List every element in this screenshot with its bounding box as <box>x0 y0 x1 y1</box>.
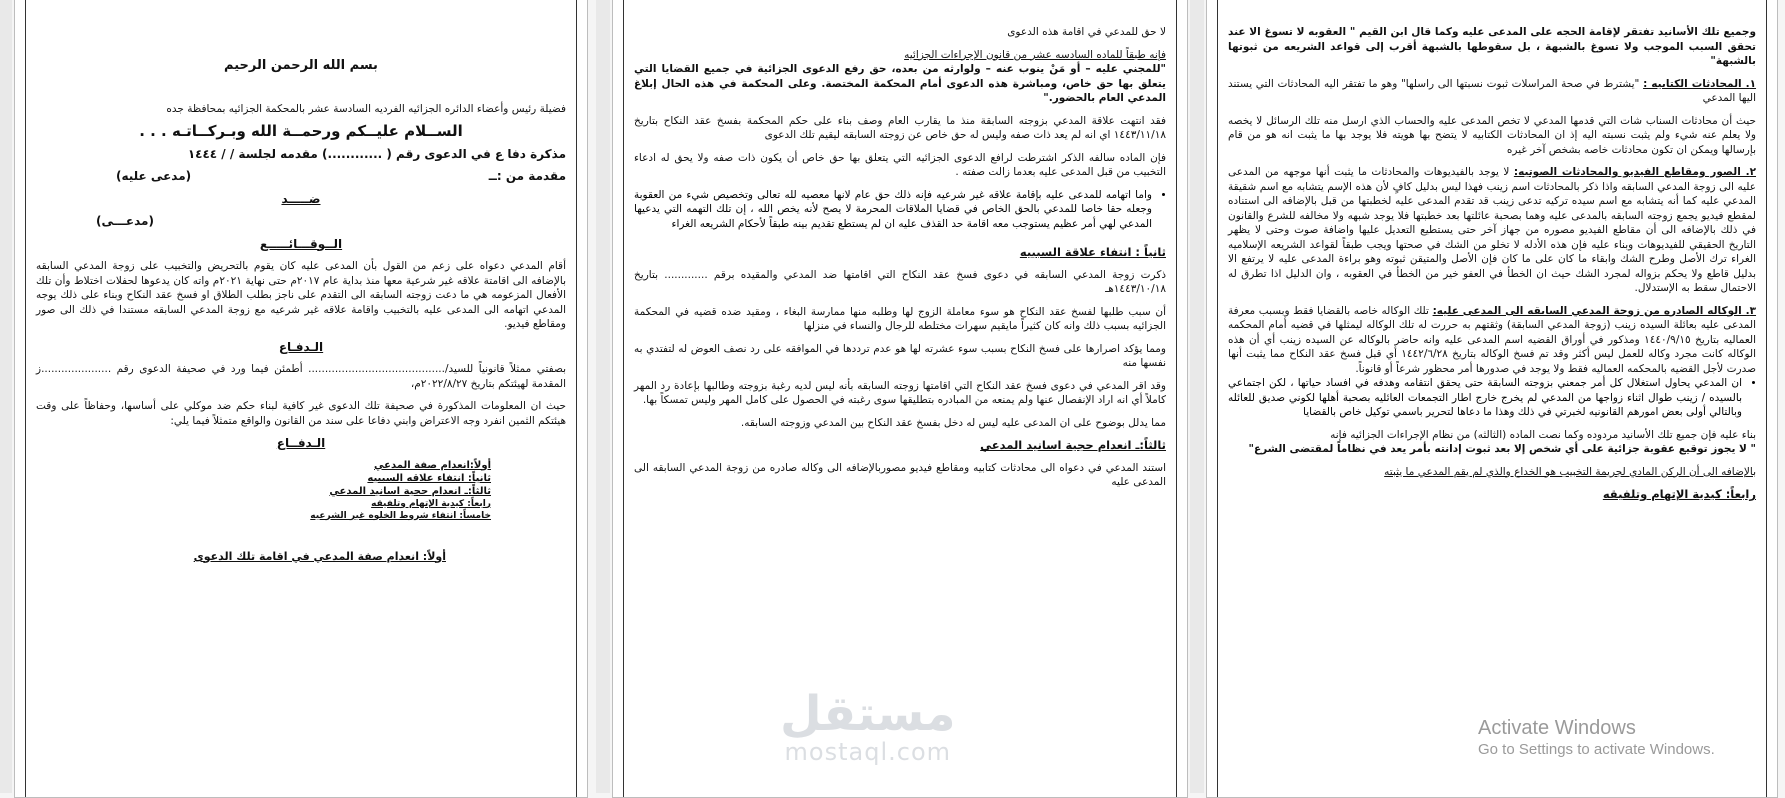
paragraph: بناء عليه فإن جميع تلك الأسانيد مردوده وكما نصت الماده (الثالثه) من نظام الإجراءات الجزائيه فإنه <box>1330 428 1756 441</box>
paragraph: حيث أن محادثات السناب شات التي قدمها المدعي لا تخص المدعى عليه والحساب الذي ارسل منه تلك الرسائل لا يخصه ولا يعلم عنه شيء ولم يثبت نسبته اليه إذ ان المحادثات الكتابيه لا يتضح بها هويته فلا يوجد بها ما يثبت انه هو من قام بإرسالها ويمكن ان تكون محادثات خاصه بشخص آخر غيره <box>1228 114 1756 156</box>
activate-windows-notice <box>1478 716 1715 760</box>
bullet-list <box>634 188 1166 232</box>
paragraph: أن سبب طلبها لفسخ عقد النكاح هو سوء معاملة الزوج لها وطلبه منها ممارسة البغاء ، ومقيد ضده قضيه في المحكمة الجزائيه بسبب ذلك وانه كان كثيراً مايقيم سهرات مختلطه للرجال والنساء في منزلها <box>634 305 1166 332</box>
paragraph: استند المدعي في دعواه الى محادثات كتابيه ومقاطع فيديو مصوربالإضافه الى وكاله صادره من زوجة المدعي السابقه الى المدعى عليه <box>634 461 1166 488</box>
numbered-item-text: لا يوجد بالفيديوهات والمحادثات ما يثبت أنها موجهه من المدعى عليه الى زوجة المدعي السابقه واذا ذكر بالمحادثات اسم زينب فهذا ليس بدليل كافٍ لأن هذه الإسم يتشابه مع اسم شقيقة المدعي عليه كما أنه يتشابه مع اسم سيده تركيه تدعى زينب قد تقدم المدعى عليه لخطبتها من قبل بالإضافه الى استناده لمقطع فيديو يجمع زوجته السابقه بالمدعى عليه وهما بصحبة عائلتها بعد خطبتها فلا يوجد شبهه ولا مخالفه للشرع والقانون في ذلك بالإضافه الى أن مقاطع الفيديو مصوره من جهاز آخر حتى يستطيع التعديل عليها واضافة صوت وحتى لا يظهر التاريخ الحقيقي للفيديوهات وبناء عليه فإن هذه الأدله لا تخلو من الشك في صحتها ويجب طبقاً لقواعد الشريعه الإسلاميه الغراء ترك الأصل وطرح الشك وابقاء ما كان على ما كان فإن الأصل والمتيقن ثبوته وهو براءة المدعى عليه لا يرتفع الا بدليل قاطع ولا يحكم بزواله لمجرد الشك حيث ان الخطأ في العفو خير من الخطأ في العقوبه ، وان الدليل اذا تطرق له الاحتمال سقط به الإستدلال. <box>1228 166 1756 294</box>
paragraph: فإنه طبقاً للماده السادسه عشر من قانون الإجراءات الجزائيه <box>904 48 1166 61</box>
law-quote: " لا يجوز توقيع عقوبة جزائية على أي شخص إلا بعد ثبوت إدانته بأمر يعد في نظاماً لمقتضى الشرع" <box>1248 443 1756 455</box>
addressee: فضيلة رئيس وأعضاء الدائره الجزائيه الفرديه السادسة عشر بالمحكمة الجزائيه بمحافظة جده <box>166 102 566 115</box>
defense-text-1: بصفتي ممثلاً قانونياً للسيد/......................................... أطمئن فيما ورد في صحيفة الدعوى رقم .....................ز المقدمة لهيئتكم بتاريخ ٢٠٢٢/٨/٢٧م، <box>36 363 566 390</box>
scrollbar[interactable] <box>596 0 610 793</box>
mostaql-watermark <box>780 686 956 766</box>
section-heading: أولاً: انعدام صفة المدعي في اقامة تلك الدعوى <box>193 549 446 563</box>
paragraph: فقد انتهت علاقة المدعي بزوجته السابقة منذ ما يقارب العام وصف بناء على حكم المحكمة بفسخ عقد النكاح بتاريخ ١٤٤٣/١١/١٨ اي انه لم يعد ذات صفه وليس له حق خاص عن زوجته السابقه ليقيم تلك الدعوى <box>634 114 1166 141</box>
submitted-by-label: مقدمة من :ــ <box>488 169 566 183</box>
memo-title: مذكرة دفا ع في الدعوى رقم ( ............) مقدمه لجلسة / / ١٤٤٤ <box>187 146 566 161</box>
watermark-logo-text: مستقل <box>780 686 956 742</box>
numbered-item <box>1228 165 1756 296</box>
paragraph: بالإضافه الى أن الركن المادي لجريمة التخبيب هو الخداع والذي لم يقم المدعي ما يثبته <box>1384 465 1756 478</box>
numbered-item-title: ١. المحادثات الكتابيه : <box>1643 77 1757 90</box>
list-item: ثالثاً:ـ انعدام حجية اسانيد المدعي <box>329 485 491 497</box>
section-heading: ثالثاً:ـ انعدام حجية اسانيد المدعي <box>980 438 1166 452</box>
greeting: الســلام عليــكم ورحمــة الله وبـركــاتـه . . . <box>139 122 463 140</box>
document-page-middle <box>612 0 1188 798</box>
facts-text: أقام المدعي دعواه على زعم من القول بأن المدعى عليه كان يقوم بالتحريض والتخبيب على زوجة المدعي السابقه بالإضافه الى اقامتة علاقه غير شرعية معها منذ بداية عام ٢٠١٧م حتى نهاية ٢٠٢١م واته كان يدعوها لحفلات اختلاط وأن تلك الأفعال المزعومه هي ما دعت زوجته السابقه الى التقدم على ناجز بطلب الطلاق او فسخ عقد النكاح وبناء على ذلك يوجه المدعي اتهامه الى المدعى عليه بالتخبيب واقامة علاقه غير شرعيه مع زوجة المدعي السابقه مستندا في ذلك الى صور ومقاطع فيديو. <box>36 260 566 330</box>
numbered-item-text: "يشترط في صحة المراسلات ثبوت نسبتها الى راسلها" وهو ما تفتقر اليه المحادثات التي يستند اليها المدعي <box>1228 77 1756 104</box>
paragraph: وجميع تلك الأسانيد تفتقر لإقامة الحجه على المدعى عليه وكما قال ابن القيم " العقوبه لا تسوغ الا عند تحقق السبب الموجب ولا تسوغ بالشبهة ، بل سقوطها بالشبهة أقرب إلى قواعد الشريعه من ثبوتها بالشبهة" <box>1228 26 1756 67</box>
scrollbar[interactable] <box>0 0 12 793</box>
list-item: خامساً: انتفاء شروط الخلوه غير الشرعيه <box>310 510 491 521</box>
paragraph: مما يدلل بوضوح على ان المدعى عليه ليس له دخل بفسخ عقد النكاح بين المدعي وزوجته السابقه. <box>740 416 1166 429</box>
paragraph: ذكرت زوجة المدعي السابقه في دعوى فسخ عقد النكاح التي اقامتها ضد المدعي والمقيده برقم ............. بتاريخ ١٤٤٣/١٠/١٨هـ <box>634 268 1166 295</box>
defense-points-list <box>36 459 566 522</box>
activate-windows-title: Activate Windows <box>1478 717 1636 739</box>
numbered-item <box>1228 304 1756 377</box>
watermark-domain: mostaql.com <box>784 738 952 766</box>
scrollbar[interactable] <box>1190 0 1204 793</box>
law-quote: "للمجني عليه – أو مَنْ ينوب عنه – ولوارثه من بعده، حق رفع الدعوى الجزائية في جميع القضايا التي يتعلق بها حق خاص، ومباشرة هذه الدعوى أمام المحكمة المختصة. وعلى المحكمة في هذه الحال إبلاغ المدعي العام بالحضور." <box>634 63 1166 104</box>
paragraph: ومما يؤكد اصرارها على فسخ النكاح بسبب سوء عشرته لها هو عدم ترددها في الموافقه على رد نصف العوض له لتفتدي به نفسها منه <box>634 342 1166 369</box>
defendant-tag: (مدعى عليه) <box>116 169 192 183</box>
basmala: بسم الله الرحمن الرحيم <box>224 58 378 73</box>
activate-windows-subtitle: Go to Settings to activate Windows. <box>1478 741 1715 758</box>
list-item: • واما اتهامه للمدعى عليه بإقامة علاقه غير شرعيه فإنه ذلك حق عام لانها معصيه لله تعالى وتخصيص شيء من العقوبة وجعله حقا خاصا للمدعي بالحق الخاص في قضايا الملاقات المحرمة لا يصح لأنه يخص الله ، إن تلك التهمه التي يدعيها المدعي لهي أمر عظيم يستوجب معه اقامة حد القذف عليه ان لم يستطع تقديم بينه طبقاً لأحكام الشريعه الغراء <box>634 188 1152 232</box>
list-item: رابعاً: كيدية الإتهام وتلفيقه <box>371 498 491 509</box>
against-label: ضـــــد <box>281 191 321 206</box>
numbered-item-text: تلك الوكاله خاصه بالقضايا فقط وبسبب معرفة المدعى عليه بعائلة السيده زينب (زوجة المدعي السابقة) وثقتهم به حررت له تلك الوكاله ليمثلها في قضيه أمام المحكمه العماليه بتاريخ ١٤٤٠/٩/١٥ ومذكور في أوراق القضيه اسم المدعى عليه وانه حاضر بالوكاله عن السيده زينب أي أن هذه الوكاله كانت مجرد وكاله للعمل ليس أكثر وقد تم فسخ الوكاله بتاريخ ١٤٤٢/٦/٢٨ أي قبل فسخ عقد النكاح مما يثبت أنها صدرت لأجل القضيه بالمحكمه العماليه فقط ولا يوجد في صدورها أمر محظور شرعاً أو قانوناً. <box>1228 304 1756 375</box>
document-page-left <box>14 0 588 798</box>
section-heading: ثانياً : انتفاء علاقة السببيه <box>1019 245 1166 259</box>
numbered-item <box>1228 77 1756 106</box>
list-item: • ان المدعي يحاول استغلال كل أمر جمعني بزوجته السابقة حتى يحقق انتقامه وهدفه في افساد حياتها ، لكن اجتماعي بالسيده / زينب طوال اثناء زواجها من المدعي لم يخرج خارج اطار التجمعات العائليه بصحبة أهلها لكوني صديق للعائله وبالتالي أولى بعض امورهم القانونيه لخبرتي في ذلك وهذا ما دعاها لتحرير باسمي توكيل خاص بالقضايا <box>1228 376 1742 420</box>
defense-heading-2: الـدفــاع <box>276 436 326 450</box>
plaintiff-tag: (مدعـــى) <box>96 214 154 228</box>
paragraph: فإن الماده سالفه الذكر اشترطت لرافع الدعوى الجزائيه التي يتعلق بها حق خاص أن يكون ذات صفه ولا يحق له ادعاء التخبيب من قبل المدعى عليه بعدما زالت صفته . <box>634 151 1166 178</box>
paragraph: وقد اقر المدعي في دعوى فسخ عقد النكاح التي اقامتها زوجته السابقه بأنه ليس لديه رغبة بزوجته وطالبها بإعادة رد المهر كاملاً أي انه اراد الإنفصال عنها ولم يمنعه من المبادره بتطليقها سوى رغبته في الحصول على كامل المهر وليس تمسكاً بها. <box>634 379 1166 406</box>
section-heading: رابعاً: كيدية الإتهام وتلفيقه <box>1602 487 1756 501</box>
paragraph: لا حق للمدعي في اقامة هذه الدعوى <box>1007 26 1166 38</box>
defense-text-2: حيث ان المعلومات المذكورة في صحيفة تلك الدعوى غير كافية لبناء حكم ضد موكلي على أساسها، وحفاظاً على وقت هيئتكم الثمين انفرد وجه الاعتراض وابني دفاعا على سند من القانون والواقع متمثلاً فيما يلي: <box>36 400 566 427</box>
numbered-item-title: ٢. الصور ومقاطع الفيديو والمحادثات الصوتيه: <box>1513 166 1757 178</box>
numbered-item-title: ٣. الوكاله الصادره من زوجة المدعي السابقه الى المدعى عليه: <box>1432 304 1757 317</box>
facts-heading: الــوقـــائـــــع <box>259 236 343 251</box>
list-item: أولاً:انعدام صفة المدعي <box>374 459 491 471</box>
list-item: ثانياً: انتفاء علاقه السببيه <box>367 472 491 484</box>
bullet-list <box>1228 376 1756 420</box>
submitted-by-row <box>36 169 566 184</box>
document-page-right <box>1206 0 1778 798</box>
defense-heading: الـدفـاع <box>278 339 324 354</box>
